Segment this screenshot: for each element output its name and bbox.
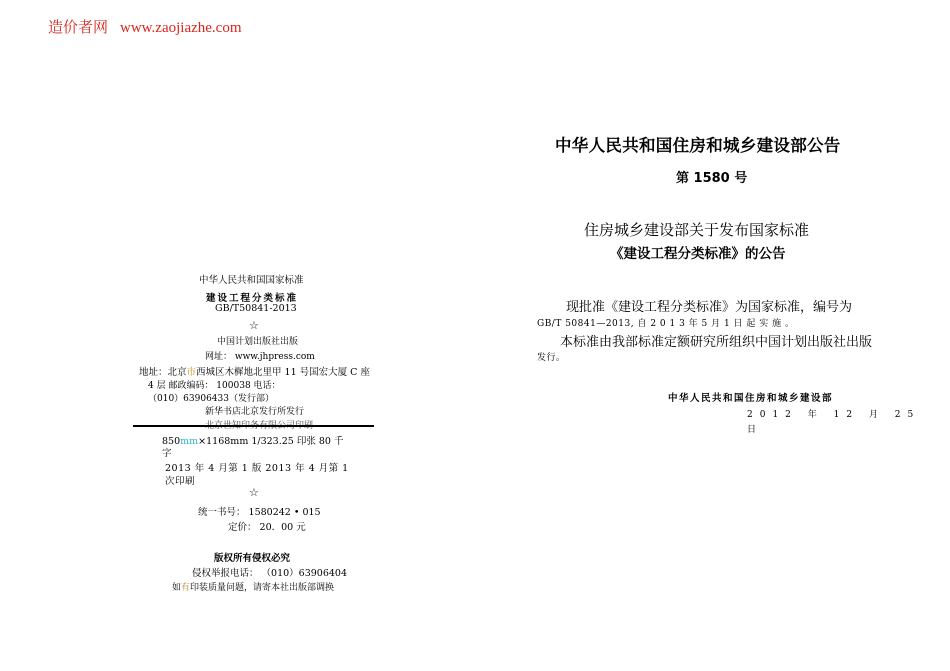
- colophon-code: GB/T50841-2013: [215, 303, 297, 314]
- announcement-para1-line2: GB/T 50841—2013, 自 2 0 1 3 年 5 月 1 日 起 实 施 。: [537, 319, 795, 329]
- site-name: 造价者网: [48, 20, 109, 36]
- announcement-para2: 本标准由我部标准定额研究所组织中国计划出版社出版: [560, 335, 873, 350]
- star-icon: ☆: [249, 319, 259, 332]
- colophon-standard-name: 建设工程分类标准: [206, 293, 299, 304]
- colophon-price: 定价： 20．00 元: [228, 522, 306, 533]
- colophon-distributor: 新华书店北京发行所发行: [205, 407, 305, 417]
- colophon-address: 地址：北京市西城区木樨地北里甲 11 号国宏大厦 C 座: [139, 367, 370, 378]
- colophon-report-phone: 侵权举报电话： （010）63906404: [192, 568, 348, 579]
- announcement-signer: 中华人民共和国住房和城乡建设部: [668, 393, 834, 404]
- star-icon-2: ☆: [249, 486, 259, 499]
- colophon-edition: 2013 年 4 月第 1 版 2013 年 4 月第 1: [165, 463, 349, 474]
- announcement-para1: 现批准《建设工程分类标准》为国家标准，编号为: [566, 300, 853, 315]
- announcement-date-line2: 日: [747, 425, 757, 435]
- colophon-size-line2: 字: [162, 448, 172, 459]
- announcement-standard-title: 《建设工程分类标准》的公告: [610, 246, 786, 262]
- colophon-notice: 如有印装质量问题，请寄本社出版部调换: [172, 583, 335, 593]
- site-url[interactable]: www.zaojiazhe.com: [120, 20, 242, 36]
- colophon-isbn: 统一书号： 1580242 • 015: [198, 507, 321, 518]
- colophon-printer: 北京世知印务有限公司印刷: [205, 421, 314, 431]
- site-header: [48, 16, 242, 37]
- announcement-subtitle: 住房城乡建设部关于发布国家标准: [584, 221, 810, 239]
- announcement-para2-line2: 发行。: [537, 353, 566, 363]
- colophon-title: 中华人民共和国国家标准: [199, 275, 304, 286]
- announcement-title: 中华人民共和国住房和城乡建设部公告: [555, 136, 841, 155]
- colophon-website: 网址： www.jhpress.com: [205, 352, 315, 362]
- colophon-edition-line2: 次印刷: [165, 476, 196, 487]
- colophon-phone: （010）63906433（发行部）: [148, 394, 274, 404]
- colophon-rule: [133, 425, 374, 427]
- announcement-date: 2012 年 12 月 25: [747, 410, 921, 420]
- colophon-copyright: 版权所有侵权必究: [214, 553, 291, 564]
- colophon-size: 850mm×1168mm 1/323.25 印张 80 千: [162, 436, 344, 447]
- colophon-address-line2: 4 层 邮政编码： 100038 电话：: [148, 381, 281, 391]
- colophon-publisher: 中国计划出版社出版: [217, 337, 299, 347]
- announcement-number: 第 1580 号: [676, 171, 748, 186]
